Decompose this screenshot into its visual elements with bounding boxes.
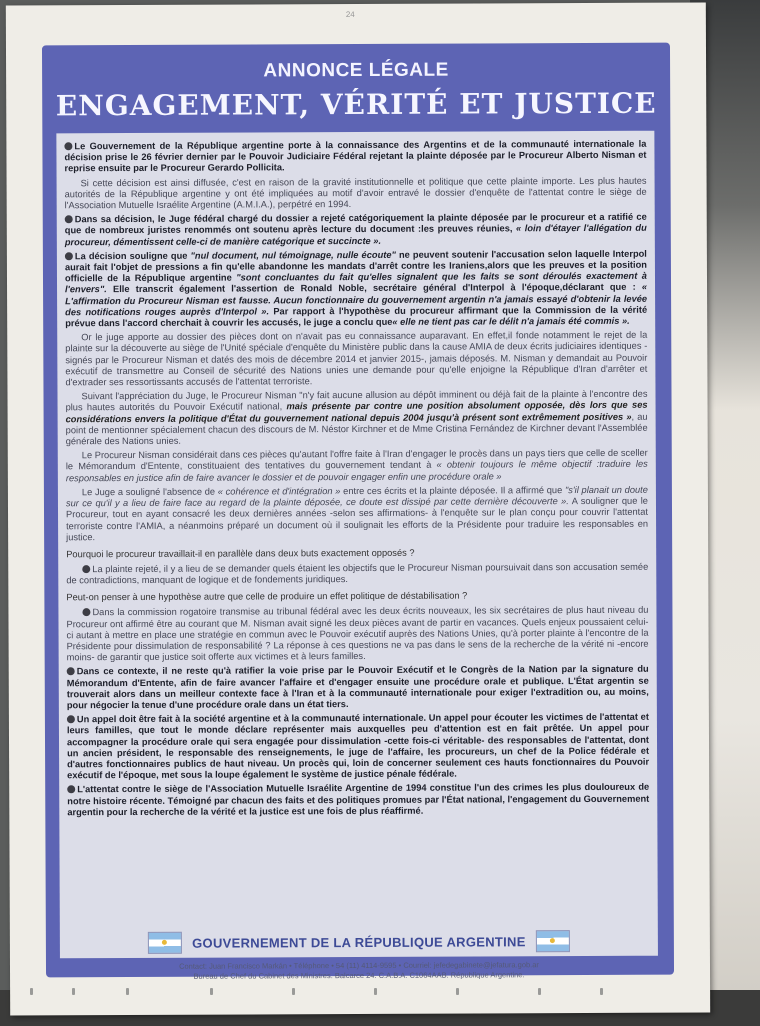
binding-hole [72, 988, 75, 995]
argentina-flag-icon [536, 930, 570, 952]
paragraph-6: Suivant l'appréciation du Juge, le Procureur Nisman "n'y fait aucune allusion au dépôt imminent ou déjà fait de la plainte à l'encontre des plus hautes autorités du Pouvoir Exécutif national, mais présente par contre une position absolument opposée, dès lors que ses considérations envers la politique d'État du gouvernement national depuis 2004 jusqu'à présent sont extrêmement positives », au point de mentionner spécialement chacun des discours de M. Néstor Kirchner et de Mme Cristina Fernández de Kirchner devant l'Assemblée générale des Nations unies. [65, 389, 648, 447]
contact-info [60, 960, 658, 983]
binding-hole [538, 988, 541, 995]
paragraph-2: Si cette décision est ainsi diffusée, c'est en raison de la gravité institutionnelle et politique que cette plainte importe. Les plus hautes autorités de la République argentine y ont été impliquées au motif d'avoir entravé le dossier d'enquête de l'attentat contre le siège de l'Association Mutuelle Israélite Argentine (A.M.I.A.), perpétré en 1994. [64, 175, 647, 211]
contact-line-1: Contact: Juan Francisco Markán • Téléphone • 54 (11) 4114-9595 • Courriel: jefedegabinete@jefatura.gob.ar [179, 960, 539, 971]
government-signature [60, 926, 658, 959]
paragraph-12: Un appel doit être fait à la société argentine et à la communauté internationale. Un appel pour écouter les victimes de l'attentat et leurs familles, que tout le monde déclare représenter mais auxquelles peu d'attention est en fait prêtée. Un appel pour accompagner la procédure orale qui sera engagée pour dissimulation -cette fois-ci véritable- des responsables de l'attentat, dont un ancien président, le responsable des renseignements, le juge de l'affaire, les procureurs, un chef de la Police fédérale et d'autres fonctionnaires publics de haut niveau. Un procès qui, loin de concerner seulement ces hauts fonctionnaires du Pouvoir exécutif de l'époque, met sous la loupe également le système de justice pénale fédérale. [66, 711, 650, 781]
notice-body [56, 131, 658, 981]
binding-hole [292, 988, 295, 995]
binding-hole [210, 988, 213, 995]
binding-holes [30, 988, 650, 998]
question-2: Peut-on penser à une hypothèse autre que celle de produire un effet politique de déstabilisation ? [66, 590, 468, 603]
bullet-dot-icon [82, 608, 90, 616]
newspaper-page [6, 2, 710, 1015]
question-1: Pourquoi le procureur travaillait-il en parallèle dans deux buts exactement opposés ? [66, 547, 415, 560]
paragraph-8: Le Juge a souligné l'absence de « cohérence et d'intégration » entre ces écrits et la plainte déposée. Il a affirmé que "s'il planait un doute sur ce qu'il y a lieu de faire face au regard de la plainte déposée, ce doute est dissipé par cette dernière découverte ». A souligner que le Procureur, tout en ayant consacré les deux dernières années -selon ses affirmations- à l'enquête sur le plan conçu pour couvrir l'attentat terroriste contre l'AMIA, a néanmoins préparé un document où il soulignait les efforts de la Présidente pour traduire les responsables en justice. [65, 484, 649, 542]
legal-notice-frame [42, 43, 674, 981]
bullet-dot-icon [67, 715, 75, 723]
contact-line-2: Bureau de Chef du Cabinet des Ministres. Balcarce 24. C.A.B.A. C1064AAB. République Argentine. [193, 970, 525, 981]
bullet-dot-icon [65, 252, 73, 260]
argentina-flag-icon [148, 932, 182, 954]
bullet-dot-icon [82, 565, 90, 573]
paragraph-9: La plainte rejeté, il y a lieu de se demander quels étaient les objectifs que le Procureur Nisman poursuivait dans son accusation semée de contradictions, manquant de logique et de fondements juridiques. [66, 561, 649, 586]
paragraph-7: Le Procureur Nisman considérait dans ces pièces qu'autant l'offre faite à l'Iran d'engager le procès dans un pays tiers que celle de sceller le Mémorandum d'Entente, constituaient des tentatives du gouvernement tendant à « obtenir toujours le même objectif :traduire les responsables en justice afin de faire avancer le dossier et de pouvoir engager enfin une procédure orale » [65, 448, 648, 483]
bullet-dot-icon [65, 215, 73, 223]
notice-footer [60, 926, 658, 981]
binding-hole [374, 988, 377, 995]
paragraph-11: Dans ce contexte, il ne reste qu'à ratifier la voie prise par le Pouvoir Exécutif et le Congrès de la Nation par la signature du Mémorandum d'Entente, afin de faire avancer l'affaire et d'engager ensuite une procédure orale et publique. L'État argentin se trouverait alors dans un meilleur contexte face à l'Iran et à la communauté internationale pour exiger l'extradition ou, au moins, pour négocier la tenue d'une procédure orale dans un état tiers. [66, 664, 649, 711]
paragraph-13: L'attentat contre le siège de l'Association Mutuelle Israélite Argentine de 1994 constitue l'un des crimes les plus douloureux de notre histoire récente. Témoigné par chacun des faits et des politiques promues par l'État national, l'engagement du Gouvernement argentin pour la recherche de la vérité et la justice est une fois de plus réaffirmé. [67, 782, 650, 818]
page-mark: 24 [345, 10, 355, 20]
bullet-dot-icon [67, 668, 75, 676]
paragraph-10: Dans la commission rogatoire transmise au tribunal fédéral avec les deux écrits nouveaux, les six secrétaires de plus haut niveau du Procureur ont affirmé être au courant que M. Nisman avait signé les deux pièces avant de partir en vacances. Quels enjeux poussaient celui-ci autant à mettre en place une stratégie en commun avec le Pouvoir exécutif auprès des Nations Unies, qu'à porter plainte à l'encontre de la Présidente pour dissimulation de responsabilité ? La réponse à ces questions ne va pas dans le sens de la recherche de la vérité ni -encore moins- de garantir que justice soit offerte aux victimes et à leurs familles. [66, 605, 649, 663]
binding-hole [126, 988, 129, 995]
notice-title: ANNONCE LÉGALE [263, 59, 449, 82]
notice-headline: ENGAGEMENT, VÉRITÉ ET JUSTICE [55, 86, 657, 123]
binding-hole [30, 988, 33, 995]
bullet-dot-icon [64, 142, 72, 150]
paragraph-5: Or le juge apporte au dossier des pièces dont on n'avait pas eu connaissance auparavant. En effet,il fonde notamment le rejet de la plainte sur la découverte au siège de l'Unité spéciale d'enquête du Ministère public dans la cause AMIA de deux écrits judiciaires identiques -signés par le Procureur Nisman et datés des mois de décembre 2014 et janvier 2015-, jamais déposés. M. Nisman y demandait au Pouvoir exécutif de transmettre au Conseil de sécurité des Nations unies une demande pour qu'elle enjoigne la République d'Iran d'arrêter et d'extrader ses ressortissants accusés de l'attentat terroriste. [65, 329, 648, 388]
government-name: GOUVERNEMENT DE LA RÉPUBLIQUE ARGENTINE [192, 933, 526, 951]
bullet-dot-icon [67, 786, 75, 794]
binding-hole [600, 988, 603, 995]
paragraph-1: Le Gouvernement de la République argentine porte à la connaissance des Argentins et de la communauté internationale la décision prise le 26 février dernier par le Pouvoir Judiciaire Fédéral rejetant la plainte déposée par le Procureur Alberto Nisman et reprise ensuite par le Procureur Gerardo Pollicita. [64, 138, 647, 174]
paragraph-3: Dans sa décision, le Juge fédéral chargé du dossier a rejeté catégoriquement la plainte déposée par le procureur et a ratifié ce que de nombreux juristes renommés ont soutenu après lecture du document :les preuves réunies, « loin d'étayer l'allégation du procureur, démentissent celle-ci de manière catégorique et succincte ». [64, 211, 647, 247]
paragraph-4: La décision souligne que "nul document, nul témoignage, nulle écoute" ne peuvent soutenir l'accusation selon laquelle Interpol aurait fait l'objet de pressions a fin qu'elle abandonne les mandats d'arrêt contre les Iraniens,alors que les preuves et la position officielle de la République argentine "sont concluantes du fait qu'elles signalent que les faits se sont déroulés exactement à l'envers". Elle transcrit également l'assertion de Ronald Noble, secrétaire général d'Interpol à l'époque,déclarant que : « L'affirmation du Procureur Nisman est fausse. Aucun fonctionnaire du gouvernement argentin n'a jamais essayé d'obtenir la levée des notifications rouges auprès d'Interpol ». Par rapport à l'hypothèse du procureur affirmant que la Commission de la vérité prévue dans l'accord cherchait à couvrir les accusés, le juge a conclu que« elle ne tient pas car le délit n'a jamais été commis ». [64, 248, 648, 329]
binding-hole [456, 988, 459, 995]
